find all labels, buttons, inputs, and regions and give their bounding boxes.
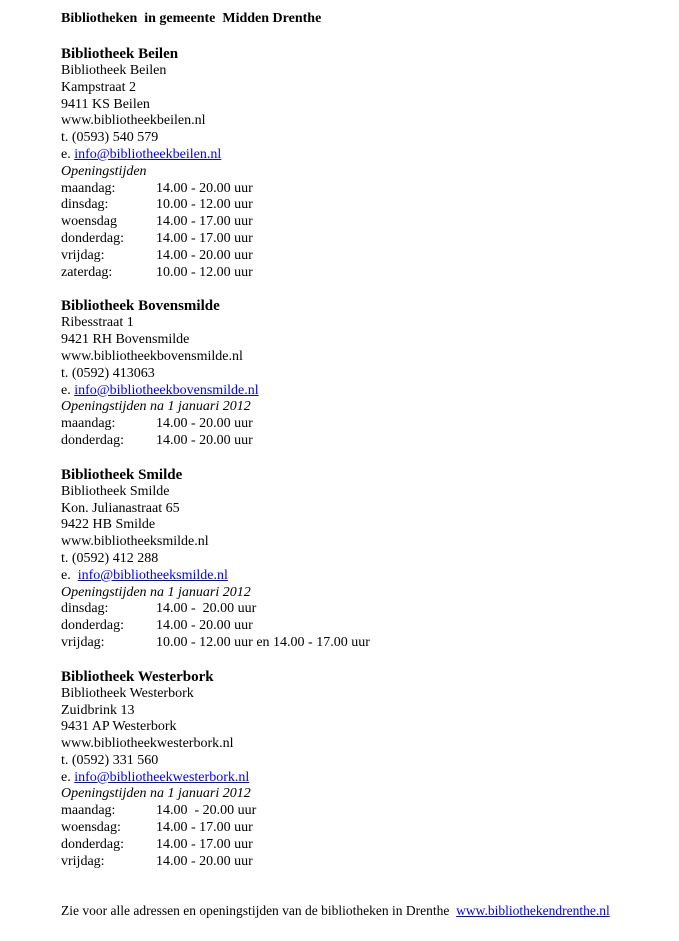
library-name: Bibliotheek Westerbork [61, 668, 214, 685]
address-line: Bibliotheek Westerbork [61, 685, 194, 701]
phone-text: t. (0593) 540 579 [61, 130, 159, 146]
hours-label: Openingstijden na 1 januari 2012 [61, 786, 251, 802]
email-prefix: e. [61, 769, 75, 785]
hours-day: zaterdag: [61, 264, 113, 280]
address-line: Bibliotheek Beilen [61, 63, 167, 78]
hours-day: vrijdag: [61, 247, 105, 263]
email-line [61, 770, 671, 787]
hours-time: 14.00 - 20.00 uur [156, 416, 253, 432]
email-link[interactable]: info@bibliotheekbovensmilde.nl [74, 382, 259, 398]
address-line: 9422 HB Smilde [61, 517, 156, 533]
email-link[interactable]: info@bibliotheekwesterbork.nl [74, 769, 250, 785]
address-line: 9421 RH Bovensmilde [61, 332, 190, 348]
phone-text: t. (0592) 412 288 [61, 550, 159, 566]
hours-row [61, 635, 671, 652]
phone-text: t. (0592) 331 560 [61, 752, 159, 768]
email-prefix: e. [61, 382, 75, 398]
hours-time: 14.00 - 20.00 uur [156, 803, 257, 819]
library-section-beilen [61, 45, 671, 281]
hours-time: 14.00 - 17.00 uur [156, 820, 253, 836]
spacer [61, 281, 671, 297]
hours-row [61, 214, 671, 231]
hours-time: 14.00 - 17.00 uur [156, 836, 253, 852]
address-line: 9431 AP Westerbork [61, 719, 177, 735]
email-line [61, 383, 671, 400]
hours-row [61, 854, 671, 871]
document-body [61, 9, 671, 870]
website-text: www.bibliotheeksmilde.nl [61, 534, 209, 550]
address-line: 9411 KS Beilen [61, 96, 150, 112]
footer-text: Zie voor alle adressen en openingstijden van de bibliotheken in Drenthe [61, 903, 457, 918]
hours-day: donderdag: [61, 432, 124, 448]
phone-text: t. (0592) 413063 [61, 365, 155, 381]
hours-row [61, 265, 671, 282]
hours-time: 14.00 - 20.00 uur [156, 853, 253, 869]
hours-day: vrijdag: [61, 853, 105, 869]
hours-day: dinsdag: [61, 601, 109, 617]
hours-time: 14.00 - 20.00 uur [156, 601, 257, 617]
hours-row [61, 820, 671, 837]
hours-row [61, 803, 671, 820]
library-name: Bibliotheek Bovensmilde [61, 298, 220, 315]
library-section-smilde [61, 466, 671, 652]
hours-day: vrijdag: [61, 634, 105, 650]
address-line: Kampstraat 2 [61, 79, 137, 95]
hours-row [61, 181, 671, 198]
address-line: Bibliotheek Smilde [61, 483, 170, 499]
library-name: Bibliotheek Smilde [61, 466, 183, 483]
hours-time: 10.00 - 12.00 uur en 14.00 - 17.00 uur [156, 634, 370, 650]
page-title: Bibliotheken in gemeente Midden Drenthe [61, 11, 322, 26]
spacer [61, 652, 671, 668]
hours-day: woensdag [61, 214, 117, 230]
hours-day: donderdag: [61, 230, 124, 246]
library-name: Bibliotheek Beilen [61, 46, 179, 62]
email-link[interactable]: info@bibliotheekbeilen.nl [74, 146, 222, 162]
email-line [61, 147, 671, 164]
library-section-westerbork [61, 668, 671, 871]
hours-row [61, 837, 671, 854]
hours-row [61, 197, 671, 214]
hours-row [61, 618, 671, 635]
website-text: www.bibliotheekbeilen.nl [61, 113, 206, 129]
hours-row [61, 231, 671, 248]
hours-time: 14.00 - 20.00 uur [156, 432, 253, 448]
hours-time: 14.00 - 17.00 uur [156, 230, 253, 246]
hours-day: maandag: [61, 416, 116, 432]
hours-day: dinsdag: [61, 197, 109, 213]
hours-day: maandag: [61, 180, 116, 196]
address-line: Kon. Julianastraat 65 [61, 500, 180, 516]
email-line [61, 568, 671, 585]
hours-label: Openingstijden na 1 januari 2012 [61, 399, 251, 415]
hours-time: 14.00 - 20.00 uur [156, 247, 253, 263]
hours-time: 10.00 - 12.00 uur [156, 264, 253, 280]
address-line: Ribesstraat 1 [61, 315, 134, 331]
hours-row [61, 601, 671, 618]
library-section-bovensmilde [61, 297, 671, 449]
website-text: www.bibliotheekwesterbork.nl [61, 736, 234, 752]
footer-link[interactable]: www.bibliothekendrenthe.nl [456, 903, 610, 918]
hours-day: maandag: [61, 803, 116, 819]
footer-note [61, 903, 610, 919]
hours-label: Openingstijden na 1 januari 2012 [61, 584, 251, 600]
address-line: Zuidbrink 13 [61, 702, 135, 718]
hours-time: 14.00 - 20.00 uur [156, 618, 253, 634]
hours-day: woensdag: [61, 820, 121, 836]
hours-day: donderdag: [61, 618, 124, 634]
email-link[interactable]: info@bibliotheeksmilde.nl [77, 567, 228, 583]
hours-label: Openingstijden [61, 163, 147, 179]
spacer [61, 29, 671, 45]
hours-row [61, 416, 671, 433]
hours-time: 14.00 - 20.00 uur [156, 180, 253, 196]
website-text: www.bibliotheekbovensmilde.nl [61, 348, 243, 364]
hours-day: donderdag: [61, 836, 124, 852]
hours-time: 10.00 - 12.00 uur [156, 197, 253, 213]
hours-row [61, 248, 671, 265]
hours-time: 14.00 - 17.00 uur [156, 214, 253, 230]
spacer [61, 450, 671, 466]
email-prefix: e. [61, 146, 75, 162]
hours-row [61, 433, 671, 450]
email-prefix: e. [61, 567, 78, 583]
